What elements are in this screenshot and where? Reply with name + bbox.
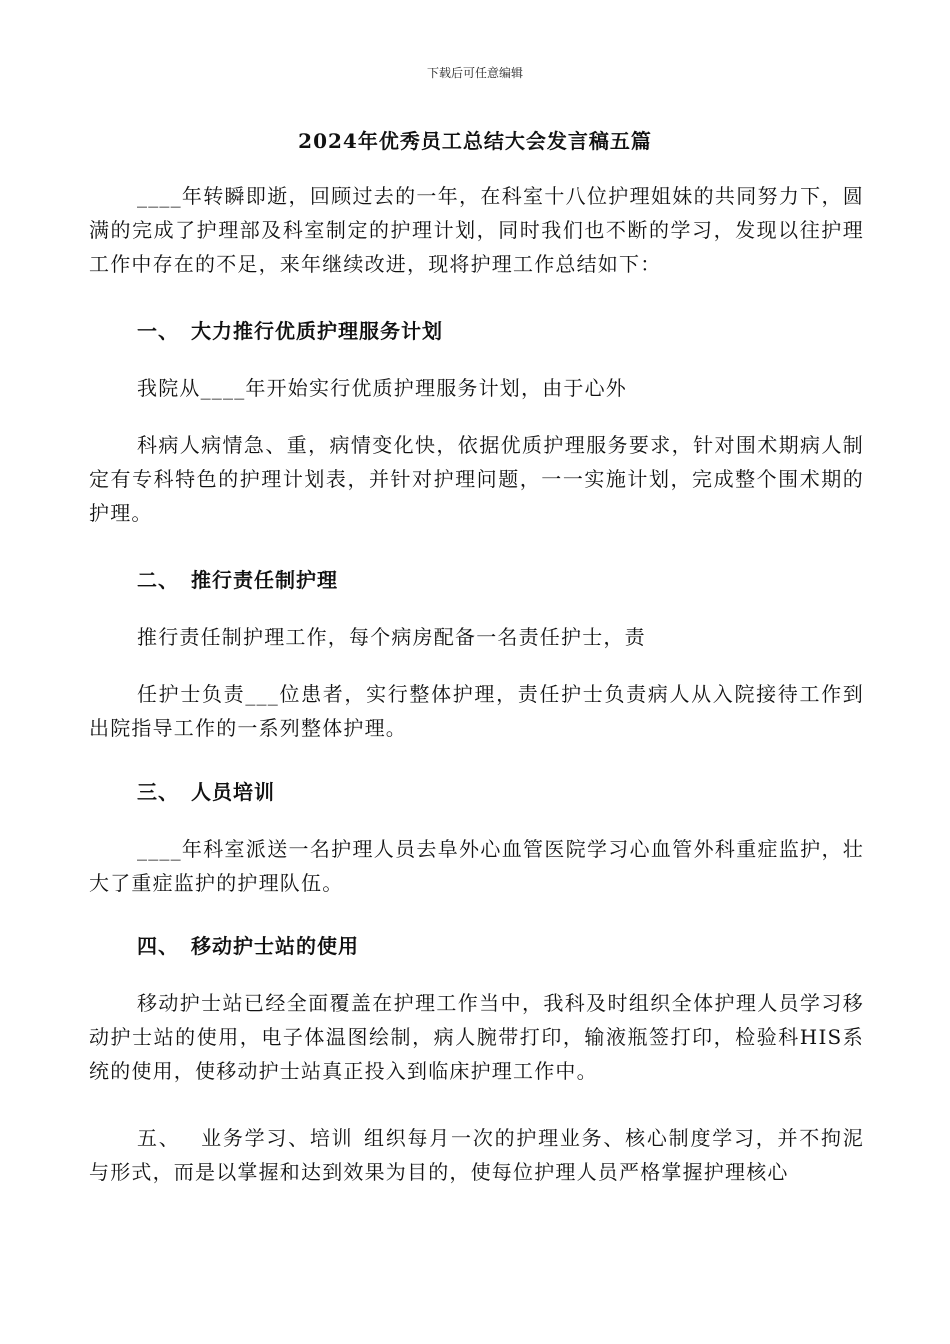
section-title: 大力推行优质护理服务计划 xyxy=(191,319,443,343)
section-number: 四、 xyxy=(137,934,179,958)
page-header-note: 下载后可任意编辑 xyxy=(426,66,523,80)
section-heading-1 xyxy=(137,314,443,348)
section-number: 三、 xyxy=(137,780,179,804)
document-title: 2024年优秀员工总结大会发言稿五篇 xyxy=(298,129,652,153)
section-2-paragraph-1: 推行责任制护理工作，每个病房配备一名责任护士，责 xyxy=(137,625,646,649)
section-heading-4 xyxy=(137,929,359,963)
section-5-paragraph xyxy=(89,1121,864,1189)
section-title: 业务学习、培训 xyxy=(200,1126,354,1150)
section-number: 五、 xyxy=(137,1126,181,1150)
section-2-paragraph-2: 任护士负责___位患者，实行整体护理，责任护士负责病人从入院接待工作到出院指导工作的一系列整体护理。 xyxy=(89,682,864,740)
section-heading-3 xyxy=(137,775,275,809)
section-title: 推行责任制护理 xyxy=(191,568,338,592)
section-title: 人员培训 xyxy=(191,780,275,804)
intro-paragraph: ____年转瞬即逝，回顾过去的一年，在科室十八位护理姐妹的共同努力下，圆满的完成了护理部及科室制定的护理计划，同时我们也不断的学习，发现以往护理工作中存在的不足，来年继续改进，现将护理工作总结如下： xyxy=(89,184,864,276)
section-heading-2 xyxy=(137,563,338,597)
section-number: 二、 xyxy=(137,568,179,592)
section-3-paragraph-1: ____年科室派送一名护理人员去阜外心血管医院学习心血管外科重症监护，壮大了重症监护的护理队伍。 xyxy=(89,837,864,895)
section-1-paragraph-1: 我院从____年开始实行优质护理服务计划，由于心外 xyxy=(137,376,627,400)
section-title: 移动护士站的使用 xyxy=(191,934,359,958)
section-5-text: 组织每月一次的护理业务、核心制度学习，并不拘泥与形式，而是以掌握和达到效果为目的，使每位护理人员严格掌握护理核心 xyxy=(89,1126,864,1184)
section-4-paragraph-1: 移动护士站已经全面覆盖在护理工作当中，我科及时组织全体护理人员学习移动护士站的使用，电子体温图绘制，病人腕带打印，输液瓶签打印，检验科HIS系统的使用，使移动护士站真正投入到临床护理工作中。 xyxy=(89,991,864,1083)
section-number: 一、 xyxy=(137,319,179,343)
section-1-paragraph-2: 科病人病情急、重，病情变化快，依据优质护理服务要求，针对围术期病人制定有专科特色的护理计划表，并针对护理问题，一一实施计划，完成整个围术期的护理。 xyxy=(89,433,864,525)
